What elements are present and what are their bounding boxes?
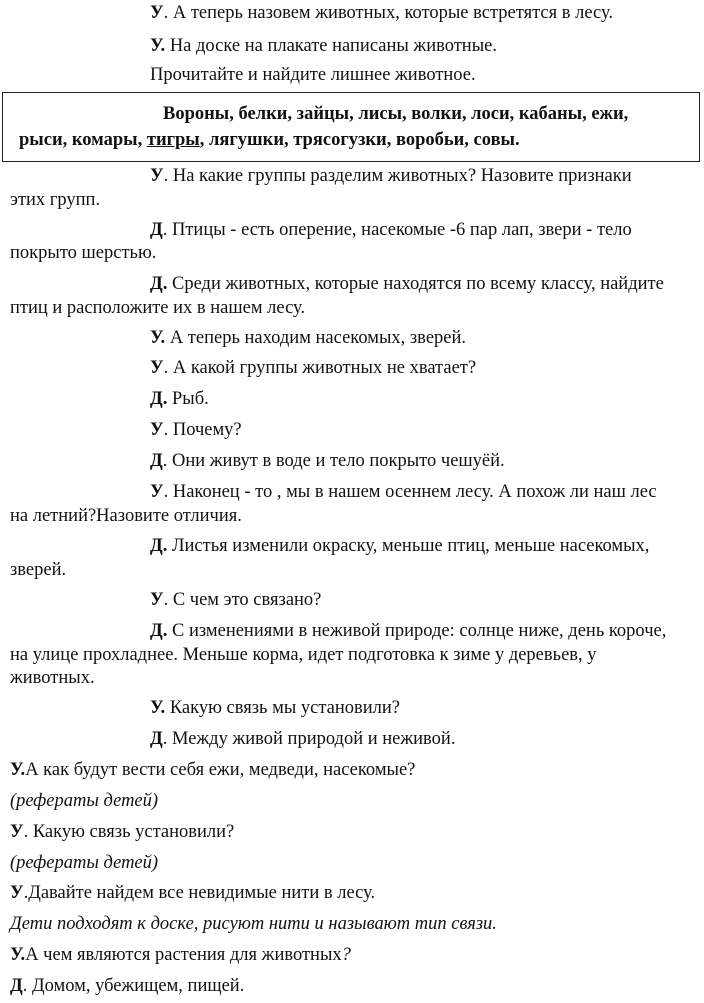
paragraph-continuation: покрыто шерстью. <box>10 243 157 263</box>
paragraph <box>10 620 696 642</box>
paragraph-continuation: этих групп. <box>10 190 101 210</box>
speaker-label: У <box>150 420 164 440</box>
speaker-label: У <box>150 590 164 610</box>
paragraph-text: . Птицы - есть оперение, насекомые -6 пар лап, звери - тело <box>162 220 632 240</box>
paragraph <box>10 165 696 187</box>
speaker-label: У <box>10 883 24 903</box>
poster-row <box>19 129 520 151</box>
speaker-label: У. <box>150 698 166 718</box>
speaker-label: У. <box>10 760 26 780</box>
paragraph-text: Рыб. <box>167 389 209 409</box>
paragraph-text: . А теперь назовем животных, которые встретятся в лесу. <box>163 3 614 23</box>
speaker-label: У <box>150 3 164 23</box>
speaker-label: У <box>150 166 164 186</box>
paragraph <box>10 882 696 904</box>
paragraph-text: . Наконец - то , мы в нашем осеннем лесу. А похож ли наш лес <box>163 482 657 502</box>
speaker-label: Д. <box>150 536 168 556</box>
paragraph <box>10 944 696 966</box>
paragraph-text: . Почему? <box>163 420 242 440</box>
paragraph-text: . Какую связь установили? <box>23 822 235 842</box>
speaker-label: У <box>150 358 164 378</box>
paragraph-continuation: зверей. <box>10 560 67 580</box>
speaker-label: Д <box>150 451 163 471</box>
paragraph <box>10 535 696 557</box>
speaker-label: У. <box>150 328 166 348</box>
paragraph-text: Прочитайте и найдите лишнее животное. <box>150 65 476 85</box>
paragraph <box>10 388 696 410</box>
stage-direction: (рефераты детей) <box>10 791 159 811</box>
animal-poster-box <box>2 92 700 162</box>
paragraph <box>10 35 696 57</box>
speaker-label: Д. <box>150 389 168 409</box>
paragraph <box>10 357 696 379</box>
paragraph-continuation: на летний?Назовите отличия. <box>10 506 242 526</box>
paragraph <box>10 219 696 241</box>
stage-direction: Дети подходят к доске, рисуют нити и называют тип связи. <box>10 914 497 934</box>
paragraph-text: Среди животных, которые находятся по всему классу, найдите <box>167 274 664 294</box>
speaker-label: Д <box>10 976 23 996</box>
paragraph-continuation: птиц и расположите их в нашем лесу. <box>10 298 306 318</box>
paragraph-text: . А какой группы животных не хватает? <box>163 358 477 378</box>
paragraph <box>10 759 696 781</box>
paragraph-continuation: животных. <box>10 668 95 688</box>
paragraph <box>10 697 696 719</box>
poster-underlined-word: тигры <box>146 130 200 150</box>
stage-direction: (рефераты детей) <box>10 853 159 873</box>
paragraph-text: А как будут вести себя ежи, медведи, насекомые? <box>25 760 416 780</box>
speaker-label: У. <box>150 36 166 56</box>
paragraph-text: . На какие группы разделим животных? Назовите признаки <box>163 166 632 186</box>
paragraph <box>10 419 696 441</box>
speaker-label: У <box>150 482 164 502</box>
paragraph <box>10 589 696 611</box>
speaker-label: Д. <box>150 621 168 641</box>
poster-row: Вороны, белки, зайцы, лисы, волки, лоси, кабаны, ежи, <box>163 104 629 124</box>
paragraph <box>10 481 696 503</box>
poster-text: рыси, комары, <box>19 130 147 150</box>
paragraph-text: А теперь находим насекомых, зверей. <box>165 328 467 348</box>
paragraph <box>10 821 696 843</box>
speaker-label: Д <box>150 729 163 749</box>
paragraph-text: На доске на плакате написаны животные. <box>165 36 497 56</box>
paragraph-text: С изменениями в неживой природе: солнце ниже, день короче, <box>167 621 667 641</box>
paragraph <box>10 64 696 86</box>
paragraph <box>10 728 696 750</box>
paragraph <box>10 327 696 349</box>
paragraph-text: . С чем это связано? <box>163 590 322 610</box>
paragraph <box>10 273 696 295</box>
paragraph <box>10 975 696 997</box>
paragraph-text: . Домом, убежищем, пищей. <box>22 976 245 996</box>
speaker-label: У <box>10 822 24 842</box>
paragraph-text: Какую связь мы установили? <box>165 698 400 718</box>
paragraph <box>10 450 696 472</box>
speaker-label: У. <box>10 945 26 965</box>
paragraph-text: .Давайте найдем все невидимые нити в лесу. <box>23 883 376 903</box>
paragraph-continuation: на улице прохладнее. Меньше корма, идет подготовка к зиме у деревьев, у <box>10 645 597 665</box>
paragraph-text: . Они живут в воде и тело покрыто чешуёй. <box>162 451 505 471</box>
paragraph <box>10 2 696 24</box>
poster-text: , лягушки, трясогузки, воробьи, совы. <box>199 130 520 150</box>
paragraph-text: А чем являются растения для животных <box>25 945 342 965</box>
speaker-label: Д. <box>150 274 168 294</box>
paragraph-text: Листья изменили окраску, меньше птиц, меньше насекомых, <box>167 536 650 556</box>
paragraph-text: . Между живой природой и неживой. <box>162 729 456 749</box>
paragraph-text-suffix: ? <box>341 945 351 965</box>
speaker-label: Д <box>150 220 163 240</box>
